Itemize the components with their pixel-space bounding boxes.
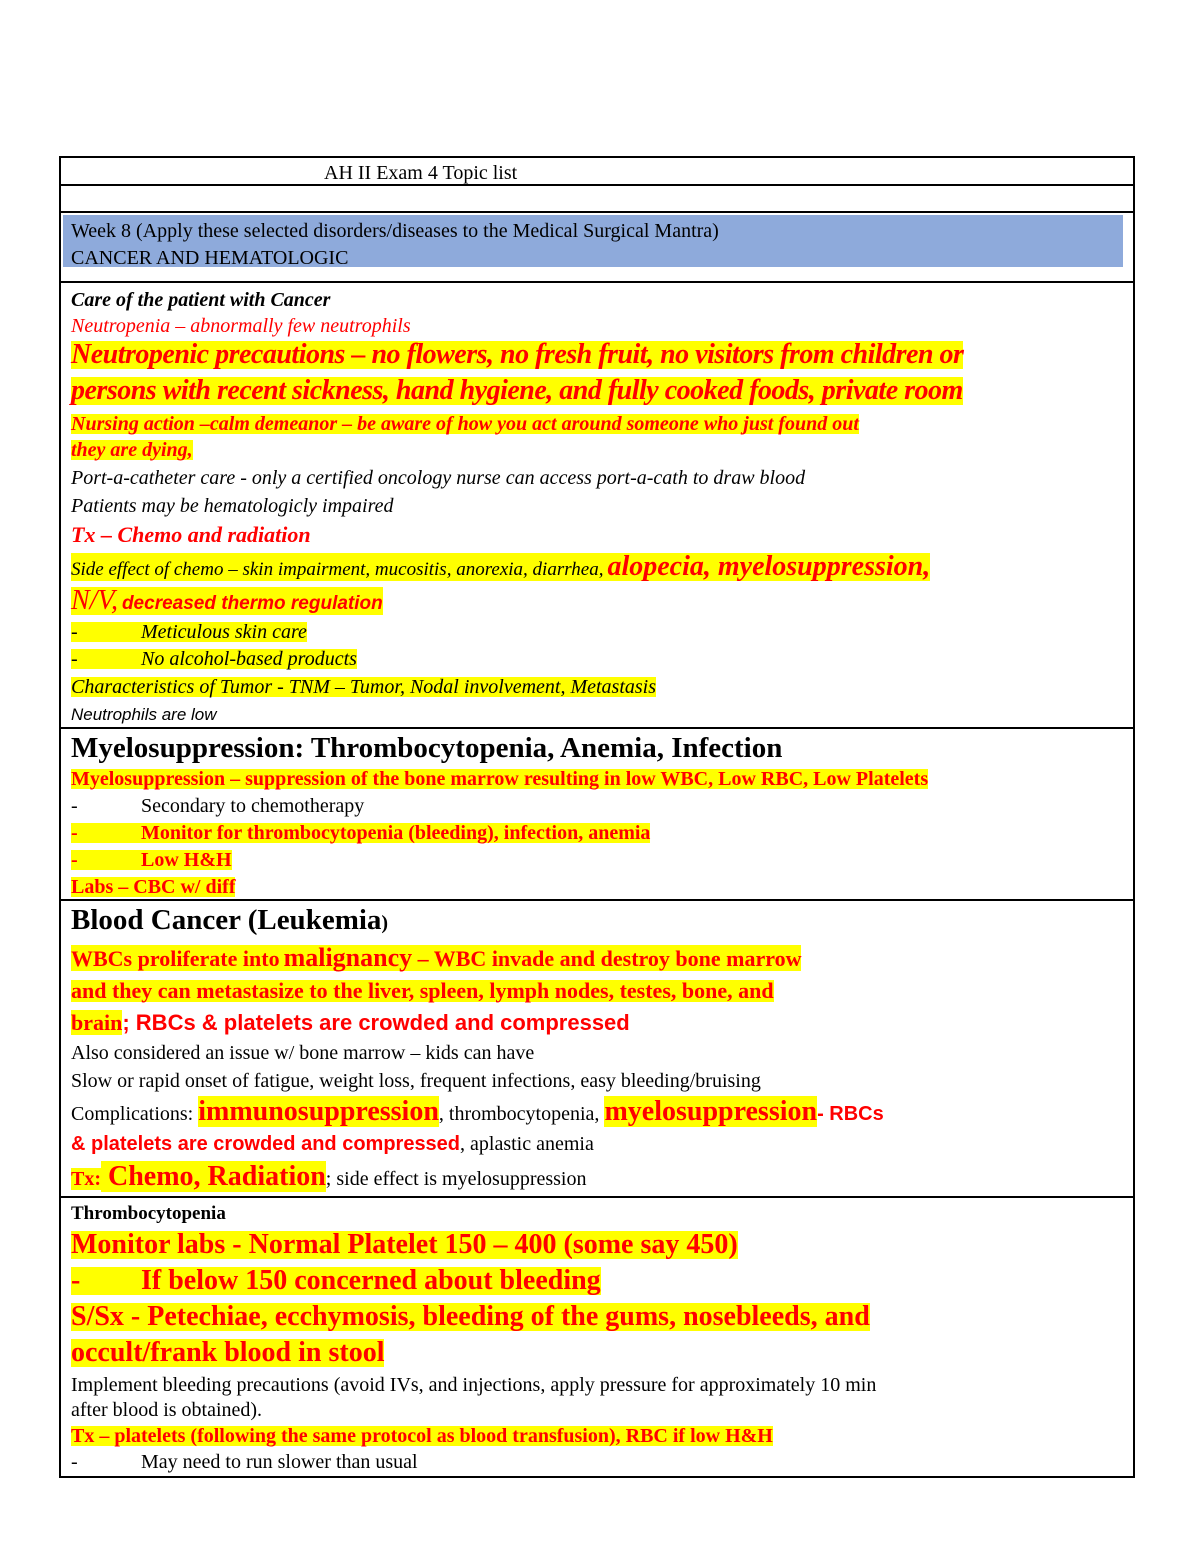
precautions-line-1: Neutropenic precautions – no flowers, no fresh fruit, no visitors from children or bbox=[71, 339, 964, 370]
aplastic-anemia: , aplastic anemia bbox=[460, 1133, 594, 1155]
port-a-cath: Port-a-catheter care - only a certified oncology nurse can access port-a-cath to draw blood bbox=[71, 467, 806, 489]
tnm-characteristics: Characteristics of Tumor - TNM – Tumor, Nodal involvement, Metastasis bbox=[71, 676, 657, 698]
leukemia-heading bbox=[71, 906, 388, 935]
rbcs-text: - RBCs bbox=[817, 1103, 884, 1125]
bone-marrow-issue: Also considered an issue w/ bone marrow – kids can have bbox=[71, 1042, 535, 1064]
week-title: Week 8 (Apply these selected disorders/diseases to the Medical Surgical Mantra) bbox=[71, 220, 719, 242]
bullet-text: Secondary to chemotherapy bbox=[141, 795, 365, 817]
bullet-dash: - bbox=[71, 1451, 78, 1473]
bullet-text: Monitor for thrombocytopenia (bleeding), infection, anemia bbox=[141, 822, 651, 844]
section-title: CANCER AND HEMATOLOGIC bbox=[71, 247, 349, 269]
thrombo-bullet-slower bbox=[71, 1452, 418, 1472]
leukemia-tx bbox=[71, 1163, 587, 1191]
malignancy-text: malignancy bbox=[283, 943, 413, 972]
tx-side-effect: ; side effect is myelosuppression bbox=[325, 1168, 587, 1190]
leukemia-wbc-2: and they can metastasize to the liver, spleen, lymph nodes, testes, bone, and bbox=[71, 978, 774, 1003]
thrombo-heading: Thrombocytopenia bbox=[71, 1203, 226, 1224]
cancer-section bbox=[61, 283, 1133, 729]
bullet-dash: - bbox=[71, 822, 78, 844]
bullet-dash: - bbox=[71, 621, 78, 643]
bullet-text: No alcohol-based products bbox=[141, 648, 357, 670]
side-effects-text: Side effect of chemo – skin impairment, mucositis, anorexia, diarrhea, bbox=[71, 559, 604, 580]
cancer-tx: Tx – Chemo and radiation bbox=[71, 522, 311, 547]
hematologic-impaired: Patients may be hematologicly impaired bbox=[71, 495, 394, 517]
nv-text: N/V, bbox=[71, 585, 118, 616]
nursing-action-2: they are dying, bbox=[71, 439, 193, 461]
bullet-dash: - bbox=[71, 648, 78, 670]
leukemia-heading-text: Blood Cancer (Leukemia bbox=[71, 904, 382, 936]
neutropenia-def: Neutropenia – abnormally few neutrophils bbox=[71, 315, 411, 337]
thrombo-ssx-1: S/Sx - Petechiae, ecchymosis, bleeding of the gums, nosebleeds, and bbox=[71, 1301, 870, 1332]
tx-treatment: Chemo, Radiation bbox=[101, 1161, 326, 1192]
bullet-no-alcohol bbox=[71, 649, 357, 669]
cancer-heading: Care of the patient with Cancer bbox=[71, 289, 331, 311]
thrombo-ssx-2: occult/frank blood in stool bbox=[71, 1337, 385, 1368]
week-header-row bbox=[61, 213, 1133, 283]
thrombocytopenia-text: , thrombocytopenia, bbox=[438, 1103, 605, 1125]
bullet-dash: - bbox=[71, 795, 78, 817]
title-row bbox=[61, 158, 1133, 186]
tx-label: Tx: bbox=[71, 1168, 101, 1190]
topic-list-table bbox=[59, 156, 1135, 1478]
thermo-regulation: decreased thermo regulation bbox=[121, 593, 383, 614]
bullet-dash: - bbox=[71, 849, 78, 871]
immunosuppression-text: immunosuppression bbox=[198, 1096, 439, 1127]
bleeding-precautions-1: Implement bleeding precautions (avoid IVs, and injections, apply pressure for approximately 10 min bbox=[71, 1374, 877, 1396]
leukemia-wbc-1 bbox=[71, 945, 801, 971]
bullet-skin-care bbox=[71, 622, 307, 642]
myelo-definition: Myelosuppression – suppression of the bone marrow resulting in low WBC, Low RBC, Low Platelets bbox=[71, 768, 929, 790]
myelosuppression-text: myelosuppression bbox=[604, 1096, 818, 1127]
leukemia-heading-paren: ) bbox=[381, 912, 389, 934]
wbc-invade-text: – WBC invade and destroy bone marrow bbox=[412, 946, 802, 971]
thrombocytopenia-section bbox=[61, 1198, 1133, 1476]
bullet-text: May need to run slower than usual bbox=[141, 1451, 418, 1473]
brain-text: brain bbox=[71, 1010, 123, 1035]
bleeding-precautions-2: after blood is obtained). bbox=[71, 1399, 263, 1421]
myelosuppression-section bbox=[61, 729, 1133, 901]
precautions-line-2: persons with recent sickness, hand hygiene, and fully cooked foods, private room bbox=[71, 375, 963, 406]
leukemia-wbc-3 bbox=[71, 1012, 630, 1034]
wbc-text: WBCs proliferate into bbox=[71, 946, 280, 971]
side-effects-line-1 bbox=[71, 553, 930, 581]
complications-label: Complications: bbox=[71, 1103, 199, 1125]
myelo-bullet-1 bbox=[71, 796, 364, 816]
myelo-bullet-2 bbox=[71, 823, 650, 843]
myelo-heading: Myelosuppression: Thrombocytopenia, Anemia, Infection bbox=[71, 732, 783, 764]
myelo-bullet-3 bbox=[71, 850, 232, 870]
platelets-crowded: & platelets are crowded and compressed bbox=[71, 1133, 461, 1155]
bullet-text: Meticulous skin care bbox=[141, 621, 307, 643]
leukemia-section bbox=[61, 901, 1133, 1198]
page-title: AH II Exam 4 Topic list bbox=[324, 162, 518, 184]
neutrophils-low: Neutrophils are low bbox=[71, 705, 217, 724]
thrombo-tx: Tx – platelets (following the same protocol as blood transfusion), RBC if low H&H bbox=[71, 1425, 773, 1447]
nursing-action-1: Nursing action –calm demeanor – be aware of how you act around someone who just found out bbox=[71, 413, 859, 435]
blank-row bbox=[61, 186, 1133, 213]
myelo-labs: Labs – CBC w/ diff bbox=[71, 876, 236, 898]
onset-symptoms: Slow or rapid onset of fatigue, weight loss, frequent infections, easy bleeding/bruising bbox=[71, 1070, 761, 1092]
complications-line-1 bbox=[71, 1098, 884, 1126]
thrombo-below-150 bbox=[71, 1267, 601, 1295]
side-effects-emphasis: alopecia, myelosuppression, bbox=[607, 551, 931, 582]
bullet-dash: - bbox=[71, 1265, 81, 1296]
side-effects-line-2 bbox=[71, 587, 383, 615]
crowded-text: ; RBCs & platelets are crowded and compressed bbox=[122, 1010, 630, 1035]
bullet-text: Low H&H bbox=[141, 849, 232, 871]
bullet-text: If below 150 concerned about bleeding bbox=[141, 1265, 601, 1296]
complications-line-2 bbox=[71, 1134, 594, 1154]
thrombo-monitor: Monitor labs - Normal Platelet 150 – 400 (some say 450) bbox=[71, 1229, 738, 1260]
